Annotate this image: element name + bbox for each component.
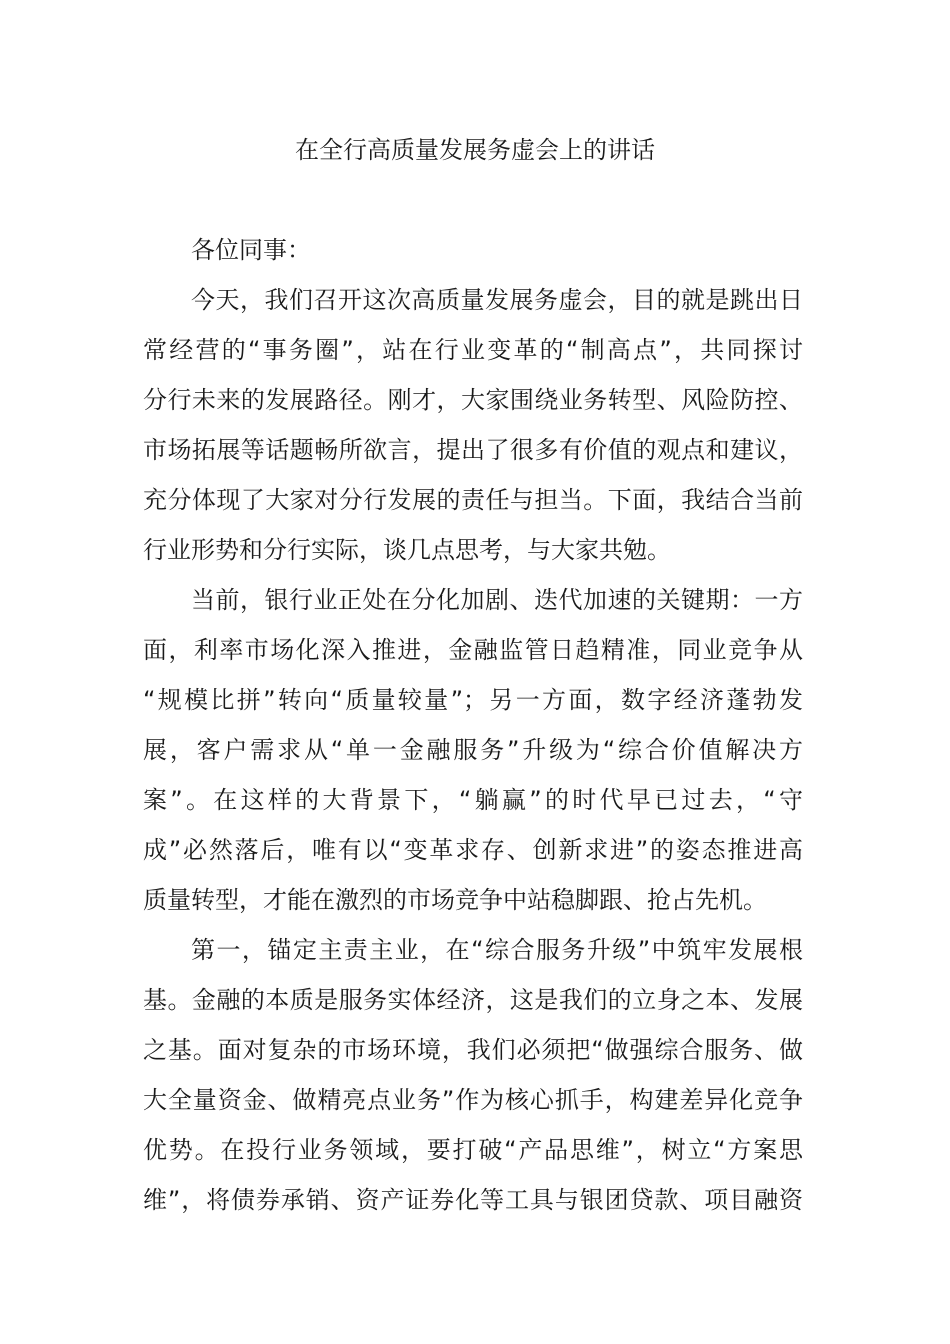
paragraph-line: 优势。在投行业务领域，要打破“产品思维”，树立“方案思: [143, 1136, 803, 1164]
paragraph-line: 当前，银行业正处在分化加剧、迭代加速的关键期：一方: [191, 586, 803, 614]
paragraph-line: 面，利率市场化深入推进，金融监管日趋精准，同业竞争从: [143, 636, 803, 664]
paragraph-line: “规模比拼”转向“质量较量”；另一方面，数字经济蓬勃发: [143, 686, 803, 714]
paragraph-line: 常经营的“事务圈”，站在行业变革的“制高点”，共同探讨: [143, 336, 803, 364]
paragraph-line: 维”，将债券承销、资产证券化等工具与银团贷款、项目融资: [143, 1186, 803, 1214]
paragraph-line: 大全量资金、做精亮点业务”作为核心抓手，构建差异化竞争: [143, 1086, 803, 1114]
paragraph-line: 分行未来的发展路径。刚才，大家围绕业务转型、风险防控、: [143, 386, 803, 414]
paragraph-line: 行业形势和分行实际，谈几点思考，与大家共勉。: [143, 536, 671, 564]
paragraph-line: 展，客户需求从“单一金融服务”升级为“综合价值解决方: [143, 736, 803, 764]
paragraph-line: 质量转型，才能在激烈的市场竞争中站稳脚跟、抢占先机。: [143, 886, 767, 914]
paragraph-line: 各位同事：: [191, 236, 311, 264]
paragraph-line: 基。金融的本质是服务实体经济，这是我们的立身之本、发展: [143, 986, 803, 1014]
paragraph-line: 市场拓展等话题畅所欲言，提出了很多有价值的观点和建议，: [143, 436, 803, 464]
paragraph-line: 成”必然落后，唯有以“变革求存、创新求进”的姿态推进高: [143, 836, 803, 864]
paragraph-line: 案”。在这样的大背景下，“躺赢”的时代早已过去，“守: [143, 786, 803, 814]
paragraph-line: 充分体现了大家对分行发展的责任与担当。下面，我结合当前: [143, 486, 803, 514]
paragraph-line: 第一，锚定主责主业，在“综合服务升级”中筑牢发展根: [191, 936, 803, 964]
paragraph-line: 之基。面对复杂的市场环境，我们必须把“做强综合服务、做: [143, 1036, 803, 1064]
document-title: 在全行高质量发展务虚会上的讲话: [295, 136, 655, 164]
paragraph-line: 今天，我们召开这次高质量发展务虚会，目的就是跳出日: [191, 286, 803, 314]
document-body: [143, 225, 803, 1225]
